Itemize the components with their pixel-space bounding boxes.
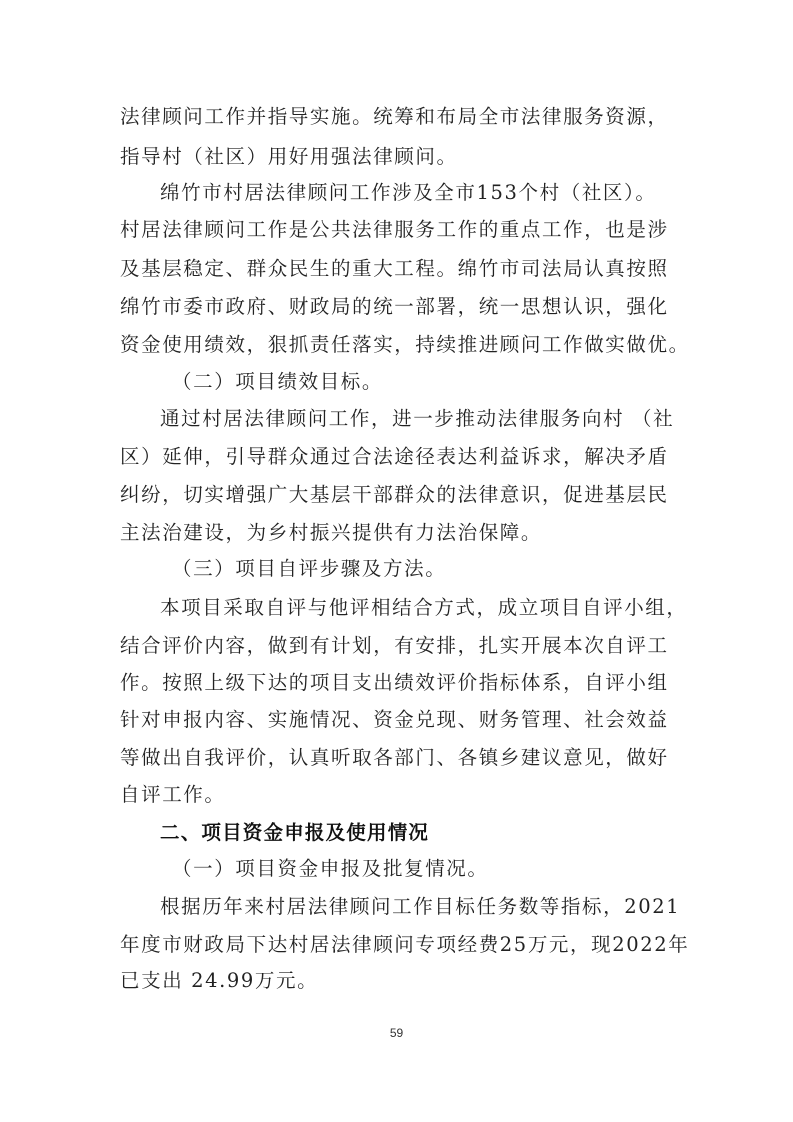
text-line: 作。按照上级下达的项目支出绩效评价指标体系，自评小组 (120, 671, 669, 694)
text-line: 及基层稳定、群众民生的重大工程。绵竹市司法局认真按照 (120, 257, 669, 280)
paragraph-start-line: 根据历年来村居法律顾问工作目标任务数等指标，2021 (160, 895, 681, 918)
text-line: 等做出自我评价，认真听取各部门、各镇乡建议意见，做好 (120, 746, 669, 769)
text-line: 年度市财政局下达村居法律顾问专项经费25万元，现2022年 (120, 933, 690, 956)
paragraph-start-line: 通过村居法律顾问工作，进一步推动法律服务向村 （社 (160, 407, 675, 430)
text-line: 绵竹市委市政府、财政局的统一部署，统一思想认识，强化 (120, 295, 669, 318)
subsection-heading: （二）项目绩效目标。 (172, 370, 384, 393)
paragraph-start-line: 绵竹市村居法律顾问工作涉及全市153个村（社区）。 (160, 181, 657, 204)
text-line: 指导村（社区）用好用强法律顾问。 (120, 145, 458, 168)
text-line: 资金使用绩效，狠抓责任落实，持续推进顾问工作做实做优。 (120, 333, 690, 356)
subsection-heading: （一）项目资金申报及批复情况。 (172, 857, 489, 880)
text-line: 已支出 24.99万元。 (120, 969, 319, 992)
text-line: 村居法律顾问工作是公共法律服务工作的重点工作，也是涉 (120, 218, 669, 241)
text-line: 结合评价内容，做到有计划，有安排，扎实开展本次自评工 (120, 634, 669, 657)
text-line: 纠纷，切实增强广大基层干部群众的法律意识，促进基层民 (120, 483, 669, 506)
subsection-heading: （三）项目自评步骤及方法。 (172, 557, 447, 580)
text-line: 自评工作。 (120, 783, 226, 806)
text-line: 法律顾问工作并指导实施。统筹和布局全市法律服务资源， (120, 105, 669, 128)
text-line: 主法治建设，为乡村振兴提供有力法治保障。 (120, 521, 543, 544)
section-heading: 二、项目资金申报及使用情况 (160, 821, 430, 844)
text-line: 区）延伸，引导群众通过合法途径表达利益诉求，解决矛盾 (120, 445, 669, 468)
paragraph-start-line: 本项目采取自评与他评相结合方式，成立项目自评小组， (160, 596, 688, 619)
text-line: 针对申报内容、实施情况、资金兑现、财务管理、社会效益 (120, 708, 669, 731)
page-number: 59 (389, 1026, 404, 1040)
